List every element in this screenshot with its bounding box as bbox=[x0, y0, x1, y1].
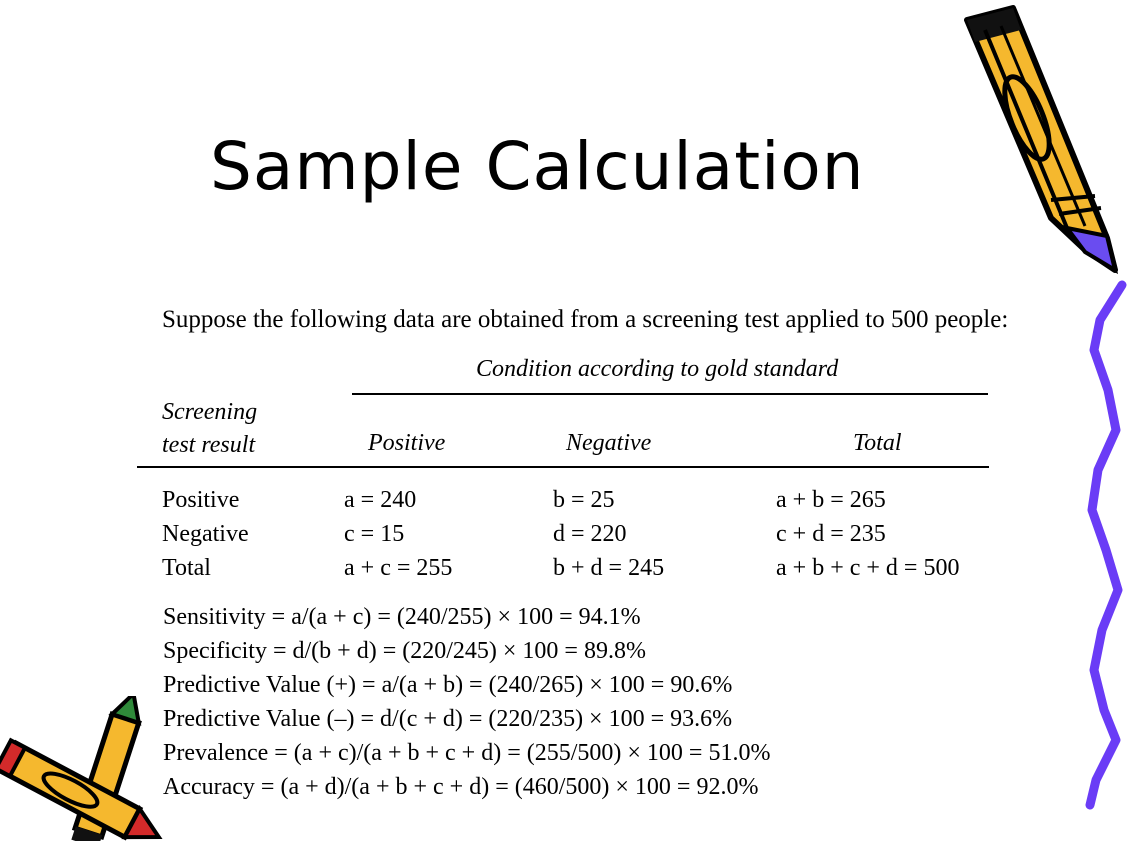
calc-sensitivity: Sensitivity = a/(a + c) = (240/255) × 100 = 94.1% bbox=[163, 604, 641, 630]
row-label: Negative bbox=[162, 521, 249, 547]
row-label: Positive bbox=[162, 487, 240, 513]
table-cell: d = 220 bbox=[553, 521, 627, 547]
pencils-icon bbox=[0, 696, 165, 841]
row-header-line2: test result bbox=[162, 432, 256, 458]
intro-text: Suppose the following data are obtained from a screening test applied to 500 people: bbox=[162, 306, 1009, 333]
calc-npv: Predictive Value (–) = d/(c + d) = (220/235) × 100 = 93.6% bbox=[163, 706, 733, 732]
table-cell: c + d = 235 bbox=[776, 521, 886, 547]
condition-header: Condition according to gold standard bbox=[476, 356, 839, 382]
slide-title: Sample Calculation bbox=[210, 128, 865, 205]
table-cell: c = 15 bbox=[344, 521, 405, 547]
row-header-line1: Screening bbox=[162, 399, 258, 425]
calc-accuracy: Accuracy = (a + d)/(a + b + c + d) = (460/500) × 100 = 92.0% bbox=[163, 774, 759, 800]
table-cell: b + d = 245 bbox=[553, 555, 665, 581]
wavy-line bbox=[1082, 280, 1128, 810]
calc-specificity: Specificity = d/(b + d) = (220/245) × 100 = 89.8% bbox=[163, 638, 646, 664]
row-label: Total bbox=[162, 555, 211, 581]
table-cell: a + c = 255 bbox=[344, 555, 453, 581]
table-cell: a + b = 265 bbox=[776, 487, 886, 513]
header-rule bbox=[137, 466, 989, 468]
pencil-icon bbox=[955, 0, 1120, 275]
table-cell: a + b + c + d = 500 bbox=[776, 555, 960, 581]
calc-prevalence: Prevalence = (a + c)/(a + b + c + d) = (255/500) × 100 = 51.0% bbox=[163, 740, 771, 766]
column-header-total: Total bbox=[853, 430, 902, 456]
condition-rule bbox=[352, 393, 988, 395]
column-header-positive: Positive bbox=[368, 430, 446, 456]
column-header-negative: Negative bbox=[566, 430, 652, 456]
row-header bbox=[162, 396, 257, 462]
table-cell: b = 25 bbox=[553, 487, 615, 513]
table-cell: a = 240 bbox=[344, 487, 417, 513]
calc-ppv: Predictive Value (+) = a/(a + b) = (240/265) × 100 = 90.6% bbox=[163, 672, 733, 698]
